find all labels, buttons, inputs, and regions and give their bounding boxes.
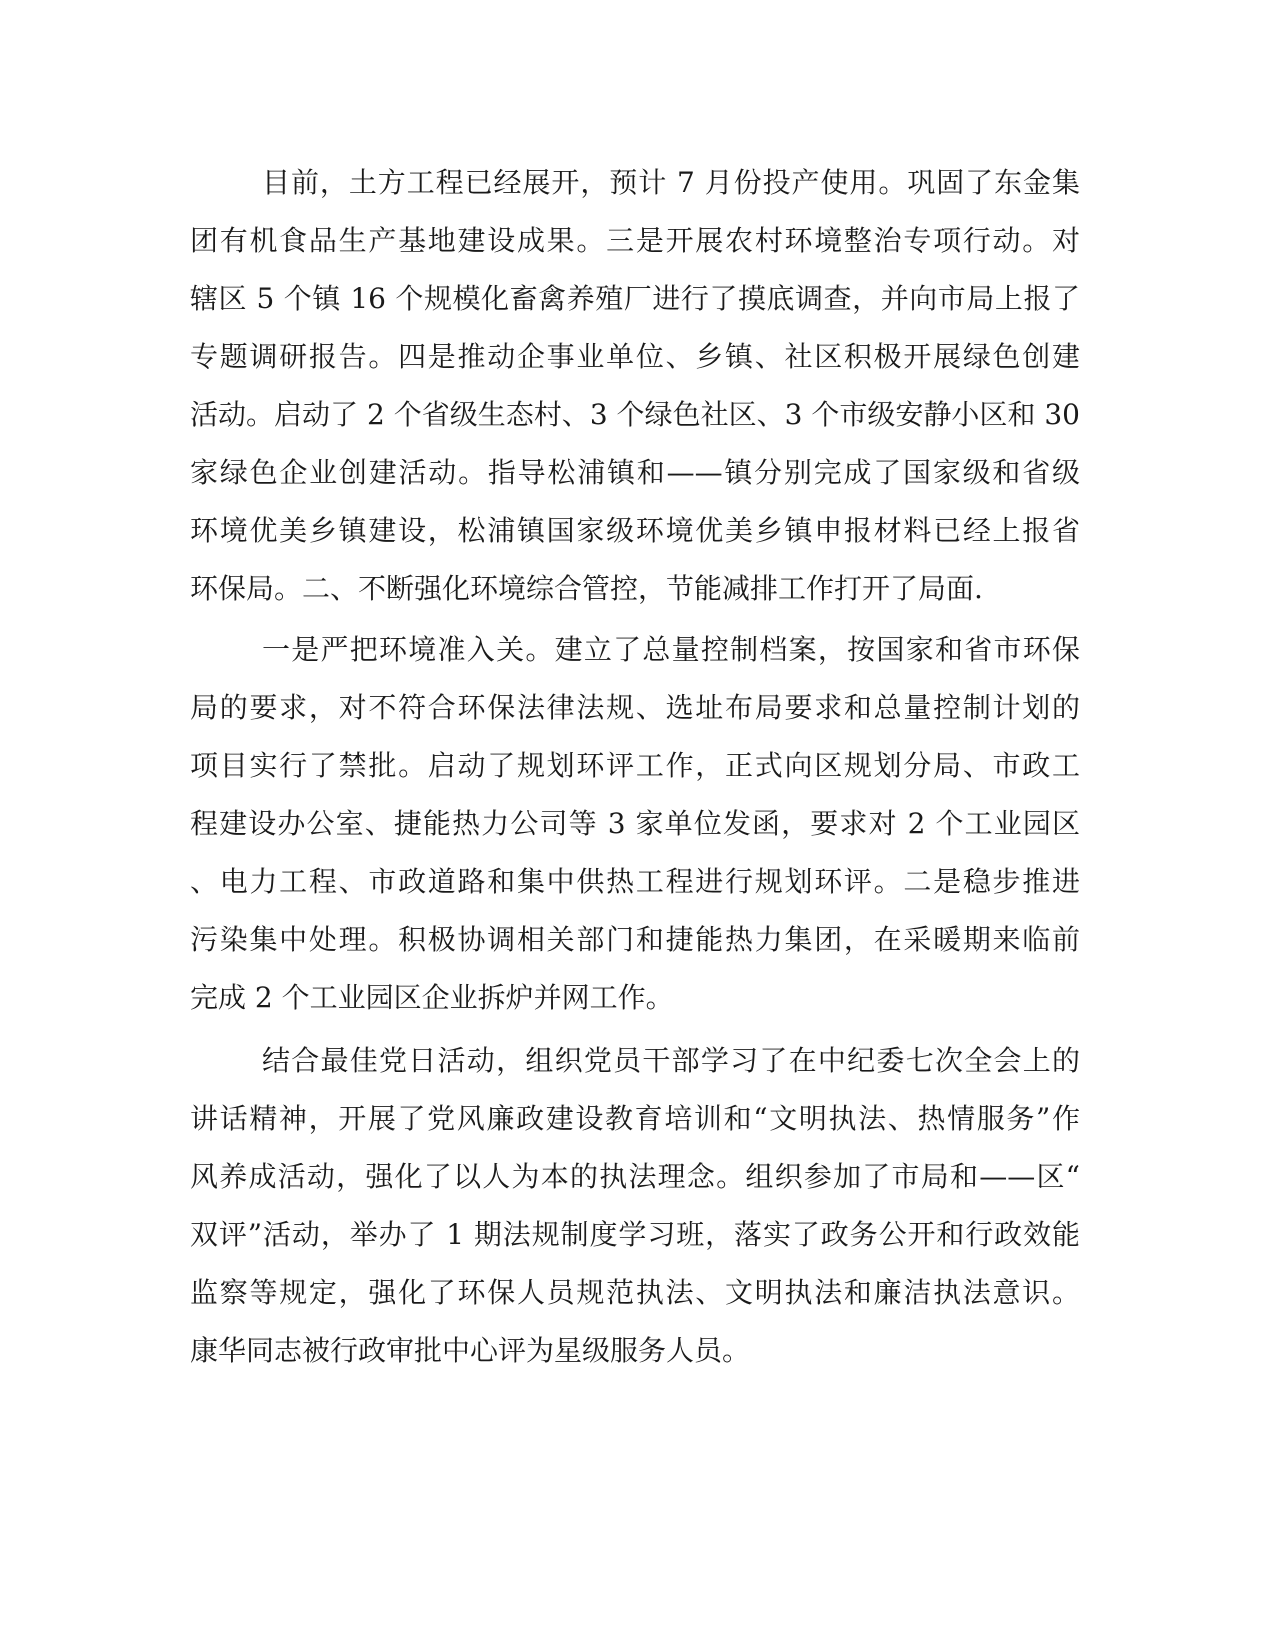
text-line-1: 目前，土方工程已经展开，预计 7 月份投产使用。巩固了东金集 [262,166,1080,199]
text-line-10: 局的要求，对不符合环保法律法规、选址布局要求和总量控制计划的 [190,691,1080,724]
text-line-3: 辖区 5 个镇 16 个规模化畜禽养殖厂进行了摸底调查，并向市局上报了 [190,282,1080,315]
text-line-14: 污染集中处理。积极协调相关部门和捷能热力集团，在采暖期来临前 [190,923,1080,956]
text-line-17: 讲话精神，开展了党风廉政建设教育培训和“文明执法、热情服务”作 [190,1102,1080,1135]
text-line-5: 活动。启动了 2 个省级生态村、3 个绿色社区、3 个市级安静小区和 30 [190,398,1080,431]
text-line-2: 团有机食品生产基地建设成果。三是开展农村环境整治专项行动。对 [190,224,1080,257]
text-line-7: 环境优美乡镇建设，松浦镇国家级环境优美乡镇申报材料已经上报省 [190,514,1080,547]
text-line-18: 风养成活动，强化了以人为本的执法理念。组织参加了市局和——区“ [190,1160,1080,1193]
text-line-20: 监察等规定，强化了环保人员规范执法、文明执法和廉洁执法意识。 [190,1276,1080,1309]
text-line-19: 双评”活动，举办了 1 期法规制度学习班，落实了政务公开和行政效能 [190,1218,1080,1251]
text-line-13: 、电力工程、市政道路和集中供热工程进行规划环评。二是稳步推进 [190,865,1080,898]
text-line-6: 家绿色企业创建活动。指导松浦镇和——镇分别完成了国家级和省级 [190,456,1080,489]
text-line-15: 完成 2 个工业园区企业拆炉并网工作。 [190,981,674,1014]
text-line-4: 专题调研报告。四是推动企事业单位、乡镇、社区积极开展绿色创建 [190,340,1080,373]
text-line-11: 项目实行了禁批。启动了规划环评工作，正式向区规划分局、市政工 [190,749,1080,782]
text-line-12: 程建设办公室、捷能热力公司等 3 家单位发函，要求对 2 个工业园区 [190,807,1080,840]
text-line-16: 结合最佳党日活动，组织党员干部学习了在中纪委七次全会上的 [262,1044,1080,1077]
text-line-8: 环保局。二、不断强化环境综合管控，节能减排工作打开了局面. [190,572,983,605]
text-line-9: 一是严把环境准入关。建立了总量控制档案，按国家和省市环保 [262,633,1080,666]
text-line-21: 康华同志被行政审批中心评为星级服务人员。 [190,1334,751,1367]
